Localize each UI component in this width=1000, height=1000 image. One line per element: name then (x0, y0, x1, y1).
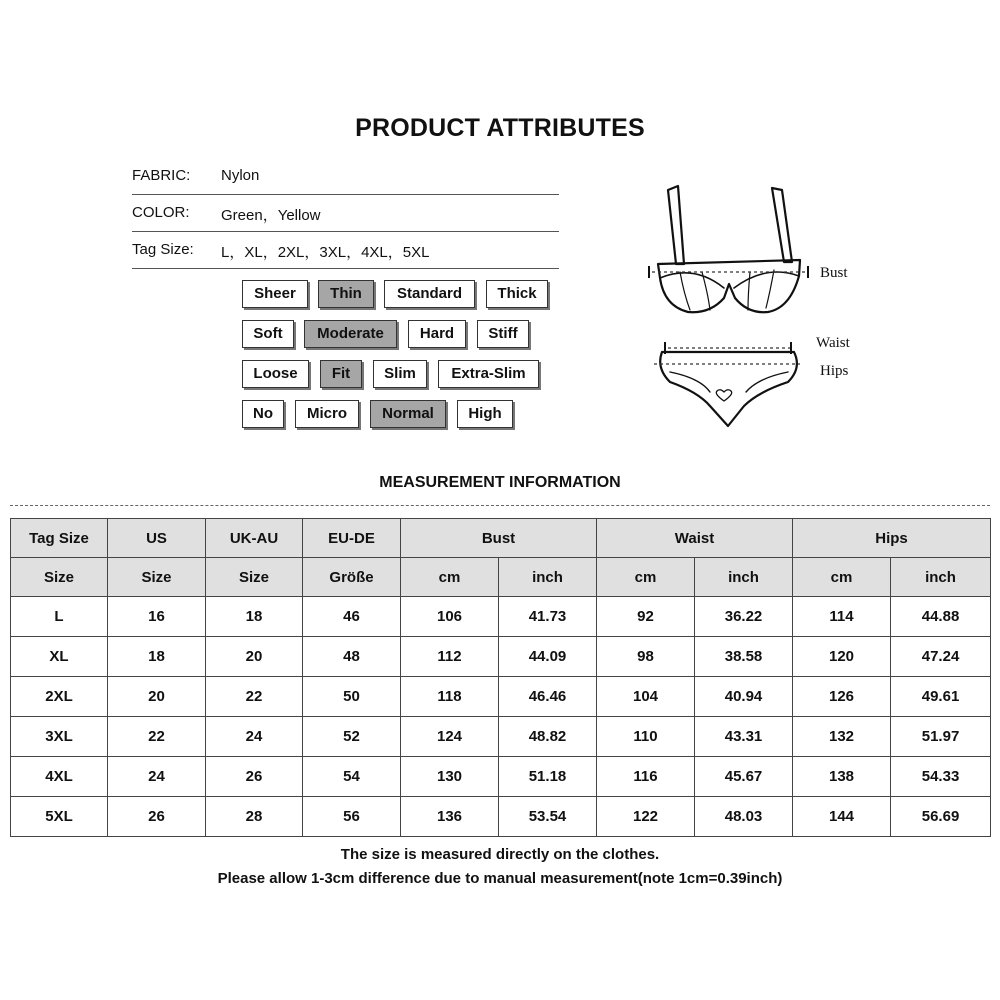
table-cell: 26 (108, 797, 206, 837)
table-cell: 5XL (11, 797, 108, 837)
table-cell: 48.03 (695, 797, 793, 837)
chip-extra-slim: Extra-Slim (438, 360, 539, 388)
header-cell-bust: Bust (401, 519, 597, 558)
attr-label: FABRIC: (132, 167, 191, 184)
subheader-cell: Size (206, 558, 303, 597)
chip-stiff: Stiff (477, 320, 529, 348)
table-cell: 44.88 (891, 597, 991, 637)
table-row (11, 797, 991, 837)
chip-micro: Micro (295, 400, 359, 428)
subheader-cell: inch (695, 558, 793, 597)
header-cell: US (108, 519, 206, 558)
table-cell: 138 (793, 757, 891, 797)
table-cell: 118 (401, 677, 499, 717)
table-cell: 120 (793, 637, 891, 677)
table-cell: 22 (108, 717, 206, 757)
garment-diagram (640, 180, 880, 440)
table-cell: 43.31 (695, 717, 793, 757)
table-row (11, 637, 991, 677)
subheader-cell: cm (401, 558, 499, 597)
divider (132, 231, 559, 232)
attr-value: Green，Yellow (221, 207, 321, 224)
table-cell: 106 (401, 597, 499, 637)
table-cell: 48.82 (499, 717, 597, 757)
attr-label: Tag Size: (132, 241, 194, 258)
table-cell: XL (11, 637, 108, 677)
table-cell: 46 (303, 597, 401, 637)
table-cell: 116 (597, 757, 695, 797)
attr-value: Nylon (221, 167, 260, 184)
header-cell-hips: Hips (793, 519, 991, 558)
chip-normal: Normal (370, 400, 446, 428)
subheader-cell: cm (793, 558, 891, 597)
header-cell-waist: Waist (597, 519, 793, 558)
table-cell: 54 (303, 757, 401, 797)
table-cell: 47.24 (891, 637, 991, 677)
table-cell: 41.73 (499, 597, 597, 637)
chip-thin: Thin (318, 280, 374, 308)
divider (132, 194, 559, 195)
table-cell: 28 (206, 797, 303, 837)
dashed-divider (10, 505, 990, 506)
divider (132, 268, 559, 269)
table-cell: 44.09 (499, 637, 597, 677)
note-line: The size is measured directly on the clothes. (340, 846, 660, 863)
table-cell: 92 (597, 597, 695, 637)
table-cell: 52 (303, 717, 401, 757)
table-cell: 46.46 (499, 677, 597, 717)
table-cell: 36.22 (695, 597, 793, 637)
table-row (11, 677, 991, 717)
chip-soft: Soft (242, 320, 294, 348)
table-cell: 56.69 (891, 797, 991, 837)
table-cell: 24 (206, 717, 303, 757)
table-cell: 16 (108, 597, 206, 637)
chip-high: High (457, 400, 513, 428)
table-cell: 22 (206, 677, 303, 717)
page-title: PRODUCT ATTRIBUTES (355, 114, 645, 142)
table-cell: 18 (108, 637, 206, 677)
table-cell: 50 (303, 677, 401, 717)
table-cell: L (11, 597, 108, 637)
size-chart-table (10, 518, 991, 837)
subheader-cell: Size (11, 558, 108, 597)
chip-hard: Hard (408, 320, 466, 348)
table-cell: 45.67 (695, 757, 793, 797)
table-row (11, 757, 991, 797)
chip-fit: Fit (320, 360, 362, 388)
measurement-title: MEASUREMENT INFORMATION (379, 474, 621, 491)
chip-no: No (242, 400, 284, 428)
subheader-cell: inch (499, 558, 597, 597)
table-cell: 56 (303, 797, 401, 837)
bikini-illustration (640, 180, 880, 440)
waist-label: Waist (816, 335, 850, 351)
table-cell: 51.18 (499, 757, 597, 797)
chip-thick: Thick (486, 280, 548, 308)
table-cell: 124 (401, 717, 499, 757)
subheader-cell: Größe (303, 558, 401, 597)
table-cell: 38.58 (695, 637, 793, 677)
table-cell: 49.61 (891, 677, 991, 717)
table-row (11, 717, 991, 757)
table-cell: 20 (206, 637, 303, 677)
table-cell: 48 (303, 637, 401, 677)
table-cell: 130 (401, 757, 499, 797)
subheader-cell: Size (108, 558, 206, 597)
table-row (11, 597, 991, 637)
chip-moderate: Moderate (304, 320, 397, 348)
table-cell: 114 (793, 597, 891, 637)
bust-label: Bust (820, 265, 848, 281)
subheader-cell: cm (597, 558, 695, 597)
header-cell: Tag Size (11, 519, 108, 558)
table-cell: 20 (108, 677, 206, 717)
table-cell: 26 (206, 757, 303, 797)
hips-label: Hips (820, 363, 849, 379)
table-cell: 126 (793, 677, 891, 717)
table-cell: 24 (108, 757, 206, 797)
table-cell: 53.54 (499, 797, 597, 837)
table-cell: 112 (401, 637, 499, 677)
table-cell: 18 (206, 597, 303, 637)
table-cell: 4XL (11, 757, 108, 797)
header-cell: EU-DE (303, 519, 401, 558)
table-cell: 136 (401, 797, 499, 837)
table-cell: 144 (793, 797, 891, 837)
table-cell: 110 (597, 717, 695, 757)
table-cell: 40.94 (695, 677, 793, 717)
table-cell: 98 (597, 637, 695, 677)
chip-loose: Loose (242, 360, 309, 388)
header-cell: UK-AU (206, 519, 303, 558)
table-subheader-row (11, 558, 991, 597)
chip-standard: Standard (384, 280, 475, 308)
table-cell: 122 (597, 797, 695, 837)
note-line: Please allow 1-3cm difference due to manual measurement(note 1cm=0.39inch) (217, 870, 783, 887)
table-cell: 104 (597, 677, 695, 717)
subheader-cell: inch (891, 558, 991, 597)
chip-slim: Slim (373, 360, 427, 388)
table-cell: 132 (793, 717, 891, 757)
attr-value: L，XL，2XL，3XL，4XL，5XL (221, 244, 430, 261)
table-cell: 3XL (11, 717, 108, 757)
table-header-row (11, 519, 991, 558)
table-cell: 2XL (11, 677, 108, 717)
table-cell: 51.97 (891, 717, 991, 757)
chip-sheer: Sheer (242, 280, 308, 308)
attr-label: COLOR: (132, 204, 190, 221)
table-cell: 54.33 (891, 757, 991, 797)
